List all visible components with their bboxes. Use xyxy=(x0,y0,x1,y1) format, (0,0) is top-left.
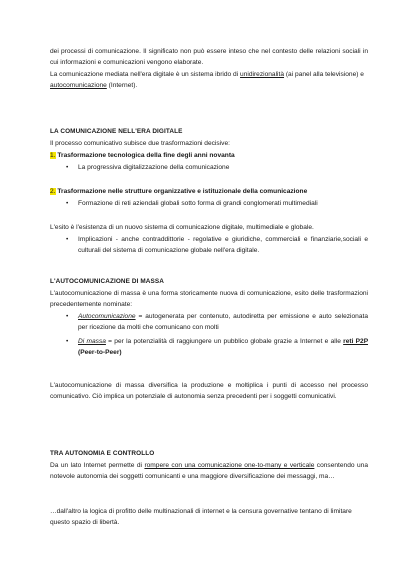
item-number: 2. xyxy=(50,188,56,195)
numbered-item-2 xyxy=(50,186,368,197)
list-item: • Formazione di reti aziendali globali sotto forma di grandi conglomerati multimediali xyxy=(50,198,368,209)
section3-paragraph-2: …dall'altro la logica di profitto delle multinazionali di internet e la censura governative tentano di limitare questo spazio di libertà. xyxy=(50,508,352,527)
one-to-many-term: rompere con una comunicazione one-to-many e verticale xyxy=(144,462,315,469)
numbered-item-1 xyxy=(50,150,368,161)
section1-intro: Il processo comunicativo subisce due trasformazioni decisive: xyxy=(50,140,230,147)
list-item: • Implicazioni - anche contraddittorie - regolative e giuridiche, commerciali e finanziarie,sociali e culturali del sistema di comunicazione globale nell'era digitale. xyxy=(50,234,368,257)
section2-bullets xyxy=(50,311,368,359)
section-heading-autocomunicazione: L'AUTOCOMUNICAZIONE DI MASSA xyxy=(50,278,164,285)
term-definition: = per la potenzialità di raggiungere un pubblico globale grazie a Internet e alle xyxy=(105,337,344,345)
item-title: Trasformazione tecnologica della fine degli anni novanta xyxy=(57,152,235,159)
p1-start: Da un lato Internet permette di xyxy=(50,462,145,469)
list-item xyxy=(50,336,368,359)
section-heading-era-digitale: LA COMUNICAZIONE NELL'ERA DIGITALE xyxy=(50,128,183,135)
term-di-massa: Di massa xyxy=(78,337,106,345)
term-definition: = autogenerata per contenuto, autodiretta per emissione e auto selezionata per ricezione da molti che comunicano con molti xyxy=(78,313,368,332)
reti-p2p-term: reti P2P xyxy=(343,337,369,345)
item1-bullets xyxy=(50,162,368,173)
term-definition-end: (Peer-to-Peer) xyxy=(78,349,122,357)
term-autocomunicazione: Autocomunicazione xyxy=(78,313,136,320)
section-heading-autonomia: TRA AUTONOMIA E CONTROLLO xyxy=(50,450,155,457)
effect-paragraph: L'esito è l'esistenza di un nuovo sistema di comunicazione digitale, multimediale e globale. xyxy=(50,224,314,231)
intro-text: dei processi di comunicazione. Il significato non può essere inteso che nel contesto delle relazioni sociali in cui informazioni e comunicazioni vengono elaborate. xyxy=(50,48,368,67)
intro-paragraph-2 xyxy=(50,69,368,92)
item-title: Trasformazione nelle strutture organizzative e istituzionale della comunicazione xyxy=(57,188,308,195)
p1-end: consentendo una notevole autonomia dei soggetti comunicanti e una maggiore diversificazione dei messaggi, ma… xyxy=(50,462,368,481)
section2-paragraph-1: L'autocomunicazione di massa è una forma storicamente nuova di comunicazione, esito delle trasformazioni precedentemente nominate: xyxy=(50,290,368,309)
item2-bullets xyxy=(50,198,368,209)
intro-p2-end: (Internet). xyxy=(106,82,138,90)
section3-paragraph-1 xyxy=(50,460,368,483)
list-item: • La progressiva digitalizzazione della comunicazione xyxy=(50,162,368,173)
autocomunicazione-term: autocomunicazione xyxy=(50,82,107,90)
effect-bullets xyxy=(50,234,368,257)
section2-paragraph-2: L'autocomunicazione di massa diversifica la produzione e moltiplica i punti di accesso nel processo comunicativo. Ciò implica un potenziale di autonomia senza precedenti per i soggetti comunicativi. xyxy=(50,382,368,401)
unidirezionalita-term: unidirezionalità xyxy=(240,71,285,78)
intro-p2-mid: (ai panel alla televisione) e xyxy=(284,71,364,78)
item-number: 1. xyxy=(50,152,56,159)
list-item xyxy=(50,311,368,334)
intro-p2-text: La comunicazione mediata nell'era digitale è un sistema ibrido di xyxy=(50,71,241,78)
intro-paragraph xyxy=(50,46,368,69)
